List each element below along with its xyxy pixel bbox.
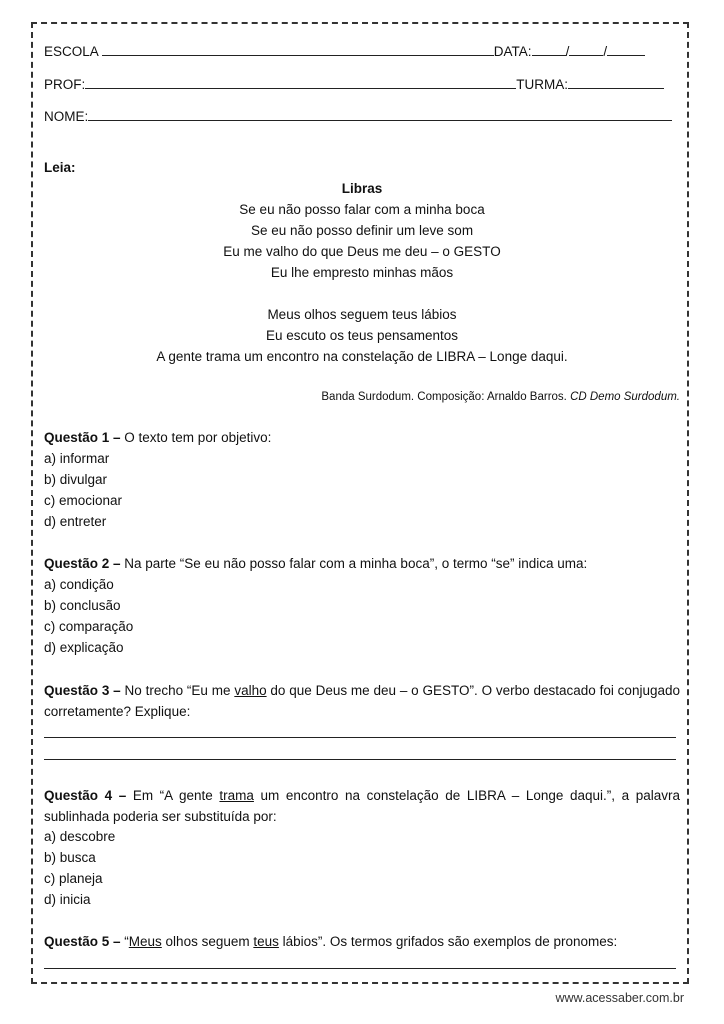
nome-row (44, 107, 672, 127)
question-2-label: Questão 2 – (44, 556, 121, 571)
footer-url: www.acessaber.com.br (555, 991, 684, 1005)
option: d) explicação (44, 640, 124, 655)
poem-line: Eu escuto os teus pensamentos (265, 328, 459, 343)
date-separator-2: / (603, 44, 608, 59)
option: a) condição (44, 577, 114, 592)
page-border (31, 22, 689, 984)
poem-line: Se eu não posso definir um leve som (250, 223, 474, 238)
question-1 (44, 428, 271, 448)
question-3-text-before: No trecho “Eu me (120, 683, 235, 698)
question-4 (44, 785, 680, 827)
poem-title: Libras (341, 181, 383, 196)
option: b) divulgar (44, 472, 108, 487)
question-4-text-before: Em “A gente (126, 788, 220, 803)
option: a) descobre (44, 829, 116, 844)
escola-label: ESCOLA (44, 44, 99, 59)
question-4-text-after: um encontro na constelação de LIBRA – Longe daqui.”, a palavra sublinhada poderia ser substituída por: (44, 788, 681, 824)
date-day-field[interactable] (532, 42, 566, 56)
answer-line[interactable] (44, 759, 676, 760)
poem-line: Eu me valho do que Deus me deu – o GESTO (223, 244, 501, 259)
question-5 (44, 932, 617, 952)
poem-line: Meus olhos seguem teus lábios (267, 307, 457, 322)
question-5-text-mid: olhos seguem (161, 934, 254, 949)
data-label: DATA: (493, 44, 532, 59)
question-5-text-after: lábios”. Os termos grifados são exemplos de pronomes: (278, 934, 618, 949)
question-2-text: Na parte “Se eu não posso falar com a minha boca”, o termo “se” indica uma: (120, 556, 588, 571)
question-2 (44, 554, 587, 574)
reading-instruction: Leia: (44, 160, 76, 175)
option: c) emocionar (44, 493, 123, 508)
poem-line: A gente trama um encontro na constelação de LIBRA – Longe daqui. (156, 349, 568, 364)
answer-line[interactable] (44, 737, 676, 738)
source-album: CD Demo Surdodum. (570, 391, 680, 403)
poem-line: Se eu não posso falar com a minha boca (239, 202, 485, 217)
prof-row (44, 75, 664, 95)
option: d) inicia (44, 892, 91, 907)
question-3-underlined: valho (234, 683, 267, 698)
source-text: Banda Surdodum. Composição: Arnaldo Barros. (321, 391, 571, 403)
question-1-label: Questão 1 – (44, 430, 121, 445)
question-5-text-open: “ (120, 934, 129, 949)
question-4-label: Questão 4 – (44, 788, 127, 803)
date-month-field[interactable] (569, 42, 603, 56)
option: a) informar (44, 451, 110, 466)
turma-field[interactable] (568, 75, 664, 89)
poem-source (321, 389, 680, 405)
question-4-underlined: trama (219, 788, 254, 803)
question-5-underlined-2: teus (253, 934, 279, 949)
question-5-label: Questão 5 – (44, 934, 121, 949)
question-5-underlined-1: Meus (128, 934, 162, 949)
question-3 (44, 680, 680, 722)
date-year-field[interactable] (607, 42, 645, 56)
prof-field[interactable] (85, 75, 516, 89)
option: c) comparação (44, 619, 134, 634)
date-separator-1: / (565, 44, 570, 59)
question-3-text-after: do que Deus me deu – o GESTO”. O verbo destacado foi conjugado corretamente? Explique: (44, 683, 680, 719)
nome-field[interactable] (88, 107, 672, 121)
question-1-text: O texto tem por objetivo: (120, 430, 272, 445)
turma-label: TURMA: (516, 77, 569, 92)
prof-label: PROF: (44, 77, 86, 92)
option: b) busca (44, 850, 96, 865)
nome-label: NOME: (44, 109, 89, 124)
option: b) conclusão (44, 598, 121, 613)
escola-field[interactable] (102, 42, 494, 56)
question-3-label: Questão 3 – (44, 683, 121, 698)
escola-row (44, 42, 645, 62)
poem-line: Eu lhe empresto minhas mãos (270, 265, 454, 280)
option: d) entreter (44, 514, 107, 529)
option: c) planeja (44, 871, 103, 886)
answer-line[interactable] (44, 968, 676, 969)
